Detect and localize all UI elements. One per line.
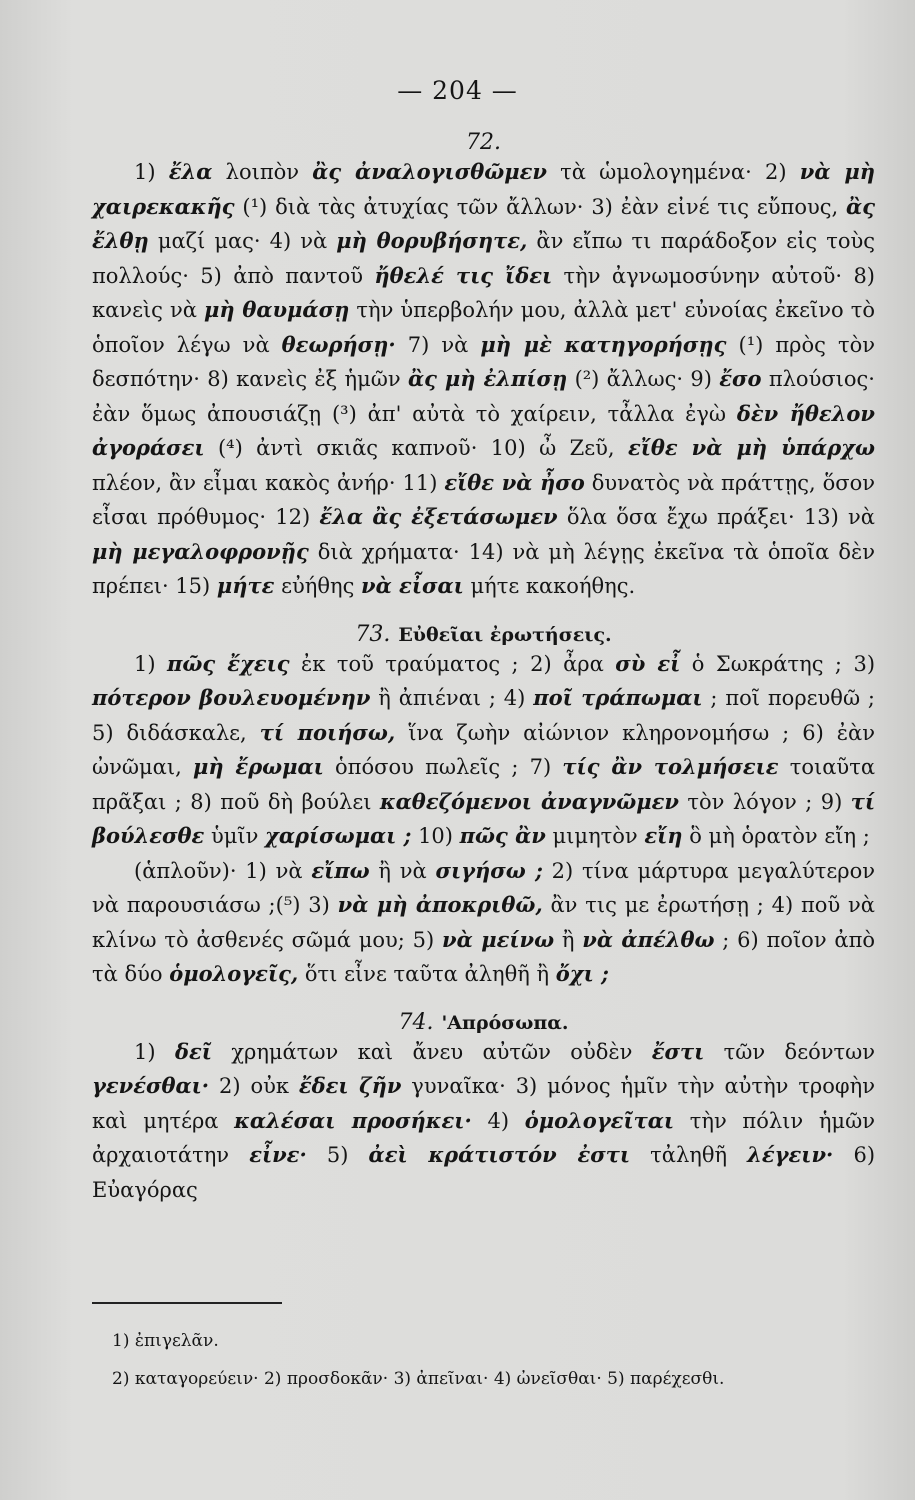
emphasized-text: μὴ ἔρωμαι bbox=[192, 754, 324, 779]
text-run: γυναῖκα· 3) μόνος ἡμῖν τὴν αὐτὴν τροφὴν καὶ μητέρα bbox=[92, 1074, 875, 1133]
paragraph bbox=[92, 647, 875, 854]
section-number: 74. bbox=[398, 1009, 434, 1035]
emphasized-text: ἤθελέ τις ἴδει bbox=[374, 262, 553, 288]
text-run: τὰ ὡμολογημένα· 2) bbox=[546, 160, 800, 184]
emphasized-text: ἔλα bbox=[168, 159, 213, 184]
body-text bbox=[92, 130, 875, 1207]
emphasized-text: τί βούλεσθε bbox=[92, 788, 875, 848]
section-heading bbox=[92, 1010, 875, 1035]
section-heading bbox=[92, 130, 875, 155]
text-run: ὃ μὴ ὁρατὸν εἴη ; bbox=[682, 824, 870, 848]
emphasized-text: μὴ μεγαλοφρονῇς bbox=[92, 538, 309, 564]
emphasized-text: ἂς μὴ ἐλπίσῃ bbox=[407, 366, 568, 391]
emphasized-text: χαρίσωμαι ; bbox=[265, 823, 412, 848]
emphasized-text: νὰ μείνω bbox=[442, 926, 555, 952]
emphasized-text: εἴθε νὰ ἦσο bbox=[444, 469, 585, 495]
footnote-rule bbox=[92, 1302, 282, 1304]
text-run: (¹) πρὸς τὸν δεσπότην· 8) κανεὶς ἐξ ἡμῶν bbox=[92, 332, 875, 391]
emphasized-text: ἔσο bbox=[719, 366, 762, 391]
text-run: ἢ ἀπιέναι ; 4) bbox=[370, 686, 534, 710]
emphasized-text: ἂς ἐξετάσωμεν bbox=[372, 504, 558, 529]
emphasized-text: ἔδει ζῆν bbox=[298, 1073, 402, 1098]
emphasized-text: πῶς ἔχεις bbox=[167, 650, 290, 676]
emphasized-text: ἀεὶ κράτιστόν ἐστι bbox=[368, 1142, 631, 1167]
emphasized-text: καλέσαι προσήκει· bbox=[234, 1107, 472, 1133]
text-run: ὑμῖν bbox=[204, 824, 266, 848]
emphasized-text: εἶνε· bbox=[249, 1142, 307, 1167]
text-run: διὰ χρήματα· 14) νὰ μὴ λέγῃς ἐκεῖνα τὰ ὁποῖα δὲν πρέπει· 15) bbox=[92, 539, 875, 598]
emphasized-text: ἂς ἔλθῃ bbox=[92, 193, 875, 253]
text-run: τῶν δεόντων bbox=[704, 1039, 875, 1064]
text-run: (⁴) ἀντὶ σκιᾶς καπνοῦ· 10) ὦ Ζεῦ, bbox=[204, 436, 628, 460]
footnote-1: 1) ἐπιγελᾶν. bbox=[112, 1331, 219, 1351]
emphasized-text: τίς ἂν τολμήσειε bbox=[562, 754, 779, 779]
text-run: ἢ bbox=[554, 927, 583, 952]
text-run: 1) bbox=[134, 651, 168, 676]
section-title: 'Απρόσωπα. bbox=[441, 1011, 569, 1034]
emphasized-text: μὴ μὲ κατηγορήσῃς bbox=[480, 331, 727, 357]
text-run: ἢ νὰ bbox=[369, 858, 436, 883]
emphasized-text: δὲν ἤθελον ἀγοράσει bbox=[92, 400, 876, 460]
text-run: 10) bbox=[411, 824, 460, 848]
emphasized-text: εἴπω bbox=[311, 857, 370, 883]
emphasized-text: μήτε bbox=[216, 573, 275, 598]
section-title: Εὐθεῖαι ἐρωτήσεις. bbox=[398, 623, 612, 646]
emphasized-text: μὴ θορυβήσητε, bbox=[336, 228, 528, 253]
text-run: ἂν εἴπω τι παράδοξον εἰς τοὺς πολλούς· 5) ἀπὸ παντοῦ bbox=[92, 229, 876, 288]
text-run: τἀληθῆ bbox=[630, 1143, 748, 1167]
emphasized-text: νὰ ἀπέλθω bbox=[582, 926, 715, 952]
text-run: ἂν τις με ἐρωτήσῃ ; 4) ποῦ νὰ κλίνω τὸ ἀσθενές σῶμά μου; 5) bbox=[92, 893, 875, 952]
section-heading bbox=[92, 622, 875, 647]
emphasized-text: ὁμολογεῖς, bbox=[169, 961, 299, 986]
section-72 bbox=[92, 130, 875, 604]
text-run bbox=[363, 505, 372, 529]
text-run: 1) bbox=[134, 1039, 175, 1064]
emphasized-text: νὰ μὴ ἀποκριθῶ, bbox=[337, 892, 543, 917]
section-74 bbox=[92, 1010, 875, 1208]
text-run: 7) νὰ bbox=[395, 332, 481, 357]
emphasized-text: πότερον βουλευομένην bbox=[92, 685, 371, 710]
text-run: δυνατὸς νὰ πράττῃς, ὅσον εἶσαι πρόθυμος· 12) bbox=[92, 470, 876, 529]
text-run: (²) ἄλλως· 9) bbox=[567, 367, 720, 391]
text-run: χρημάτων καὶ ἄνευ αὐτῶν οὐδὲν bbox=[211, 1039, 652, 1064]
text-run: μήτε κακοήθης. bbox=[463, 574, 636, 598]
text-run: ὁ Σωκράτης ; 3) bbox=[680, 651, 876, 676]
paragraph bbox=[92, 1035, 875, 1208]
text-run: 5) bbox=[306, 1143, 369, 1167]
section-number: 73. bbox=[355, 621, 391, 647]
text-run: (¹) διὰ τὰς ἀτυχίας τῶν ἄλλων· 3) ἐὰν εἰνέ τις εὔπους, bbox=[234, 194, 847, 219]
text-run: ; 6) ποῖον ἀπὸ τὰ δύο bbox=[92, 927, 876, 986]
emphasized-text: πῶς ἂν bbox=[459, 823, 546, 848]
footnote-2: 2) καταγορεύειν· 2) προσδοκᾶν· 3) ἀπεῖναι· 4) ὠνεῖσθαι· 5) παρέχεσθι. bbox=[112, 1369, 725, 1389]
text-run: ὅλα ὅσα ἔχω πράξει· 13) νὰ bbox=[557, 505, 875, 529]
text-run: τὴν πόλιν ἡμῶν ἀρχαιοτάτην bbox=[92, 1108, 875, 1167]
text-run: μαζί μας· 4) νὰ bbox=[148, 229, 337, 253]
text-run: λοιπὸν bbox=[212, 160, 313, 184]
text-run: 2) τίνα μάρτυρα μεγαλύτερον νὰ παρουσιάσω ;(⁵) 3) bbox=[92, 858, 876, 917]
text-run: 4) bbox=[471, 1108, 525, 1133]
text-run: πλέον, ἂν εἶμαι κακὸς ἀνήρ· 11) bbox=[92, 470, 445, 495]
emphasized-text: εἴη bbox=[644, 823, 683, 848]
text-run: ἐκ τοῦ τραύματος ; 2) ἆρα bbox=[289, 651, 616, 676]
text-run: 1) bbox=[134, 160, 169, 184]
emphasized-text: θεωρήσῃ· bbox=[281, 331, 396, 357]
text-run: πλούσιος· ἐὰν ὅμως ἀπουσιάζῃ (³) ἀπ' αὐτὰ τὸ χαίρειν, τἆλλα ἐγὼ bbox=[92, 367, 875, 426]
section-73 bbox=[92, 622, 875, 992]
emphasized-text: νὰ εἶσαι bbox=[361, 573, 464, 598]
text-run: 6) Εὐαγόρας bbox=[92, 1143, 876, 1202]
text-run: ; ποῖ πορευθῶ ; 5) διδάσκαλε, bbox=[92, 686, 876, 745]
paragraph bbox=[92, 155, 875, 604]
emphasized-text: σιγήσω ; bbox=[435, 857, 543, 883]
emphasized-text: δεῖ bbox=[174, 1038, 212, 1064]
emphasized-text: ὄχι ; bbox=[555, 961, 609, 986]
text-run: μιμητὸν bbox=[545, 824, 645, 848]
emphasized-text: ἔστι bbox=[651, 1038, 705, 1064]
text-run: ἵνα ζωὴν αἰώνιον κληρονομήσω ; 6) ἐὰν ὠνῶμαι, bbox=[92, 720, 875, 779]
text-run: εὐήθης bbox=[274, 574, 362, 598]
text-run: 2) οὐκ bbox=[209, 1074, 299, 1098]
text-run: (ἁπλοῦν)· 1) νὰ bbox=[134, 858, 312, 883]
page-number: — 204 — bbox=[397, 76, 518, 105]
emphasized-text: λέγειν· bbox=[747, 1142, 834, 1167]
text-run: τὴν ὑπερβολήν μου, ἀλλὰ μετ' εὐνοίας ἐκεῖνο τὸ ὁποῖον λέγω νὰ bbox=[92, 298, 875, 357]
emphasized-text: τί ποιήσω, bbox=[259, 719, 396, 745]
emphasized-text: ποῖ τράπωμαι bbox=[533, 685, 703, 710]
emphasized-text: εἴθε νὰ μὴ ὑπάρχω bbox=[627, 435, 875, 460]
emphasized-text: νὰ μὴ χαιρεκακῆς bbox=[92, 159, 875, 219]
emphasized-text: μὴ θαυμάσῃ bbox=[204, 297, 350, 322]
section-number: 72. bbox=[466, 130, 501, 155]
text-run: τὴν ἀγνωμοσύνην αὐτοῦ· 8) κανεὶς νὰ bbox=[92, 263, 875, 322]
emphasized-text: ἂς ἀναλογισθῶμεν bbox=[312, 159, 547, 184]
footnotes bbox=[112, 1322, 875, 1398]
text-run: τὸν λόγον ; 9) bbox=[679, 789, 851, 814]
emphasized-text: σὺ εἶ bbox=[615, 650, 681, 676]
emphasized-text: ἔλα bbox=[319, 504, 364, 529]
emphasized-text: γενέσθαι· bbox=[92, 1073, 210, 1098]
emphasized-text: καθεζόμενοι ἀναγνῶμεν bbox=[379, 788, 679, 814]
text-run: τοιαῦτα πρᾶξαι ; 8) ποῦ δὴ βούλει bbox=[92, 755, 875, 814]
text-run: ὅτι εἶνε ταῦτα ἀληθῆ ἢ bbox=[298, 962, 556, 986]
paragraph bbox=[92, 854, 875, 992]
text-run: ὁπόσου πωλεῖς ; 7) bbox=[323, 755, 563, 779]
emphasized-text: ὁμολογεῖται bbox=[524, 1107, 675, 1133]
